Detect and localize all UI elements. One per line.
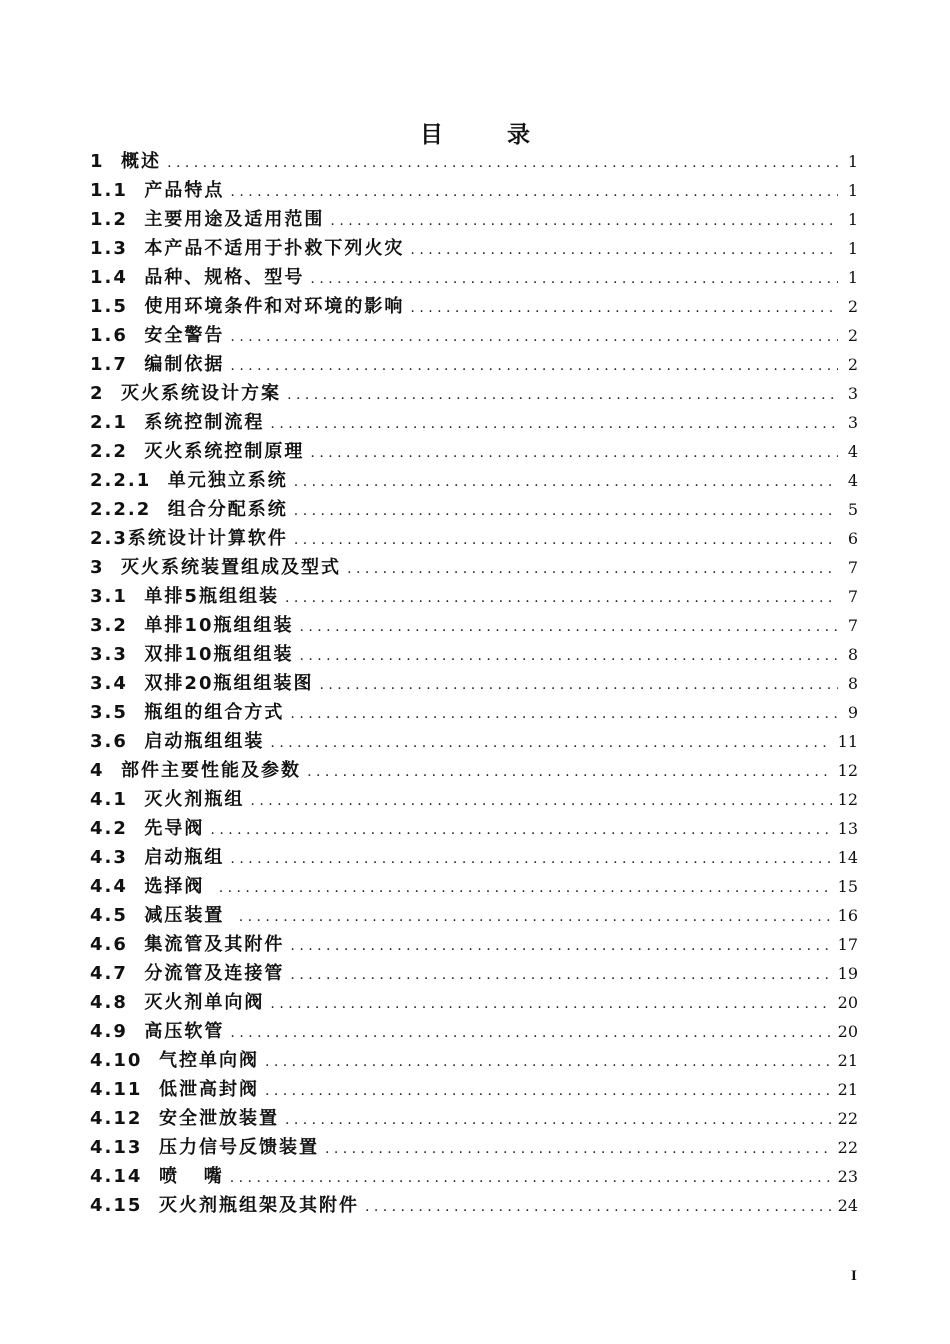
toc-entry-page: 19 bbox=[837, 964, 858, 983]
toc-entry[interactable] bbox=[90, 930, 858, 959]
toc-entry-page: 8 bbox=[847, 674, 858, 693]
toc-entry-page: 20 bbox=[837, 993, 858, 1012]
toc-entry-page: 2 bbox=[847, 297, 858, 316]
toc-entry-page: 7 bbox=[847, 616, 858, 635]
toc-entry-page: 6 bbox=[847, 529, 858, 548]
toc-dot-leader bbox=[410, 236, 838, 265]
toc-entry-label: 1.6 安全警告 bbox=[90, 325, 225, 346]
toc-dot-leader bbox=[210, 816, 831, 845]
toc-entry-page: 21 bbox=[837, 1051, 858, 1070]
toc-entry[interactable] bbox=[90, 756, 858, 785]
toc-entry-label: 4.8 灭火剂单向阀 bbox=[90, 992, 265, 1013]
toc-entry-label: 4.3 启动瓶组 bbox=[90, 847, 225, 868]
toc-dot-leader bbox=[230, 178, 838, 207]
toc-dot-leader bbox=[410, 294, 838, 323]
toc-entry[interactable] bbox=[90, 524, 858, 553]
toc-entry[interactable] bbox=[90, 698, 858, 727]
toc-dot-leader bbox=[310, 439, 838, 468]
toc-dot-leader bbox=[230, 845, 831, 874]
toc-entry-page: 4 bbox=[847, 442, 858, 461]
toc-entry-label: 3.2 单排10瓶组组装 bbox=[90, 615, 294, 636]
toc-entry-label: 4.9 高压软管 bbox=[90, 1021, 225, 1042]
toc-entry-label: 2.3系统设计计算软件 bbox=[90, 528, 288, 549]
toc-entry-label: 1.4 品种、规格、型号 bbox=[90, 267, 305, 288]
toc-entry-label: 4.4 选择阀 bbox=[90, 876, 213, 897]
toc-entry-page: 22 bbox=[837, 1138, 858, 1157]
toc-entry-label: 2.1 系统控制流程 bbox=[90, 412, 265, 433]
toc-entry[interactable] bbox=[90, 872, 858, 901]
toc-entry-page: 7 bbox=[847, 558, 858, 577]
toc-entry-page: 20 bbox=[837, 1022, 858, 1041]
toc-entry-label: 1.5 使用环境条件和对环境的影响 bbox=[90, 296, 405, 317]
toc-dot-leader bbox=[219, 874, 832, 903]
toc-entry[interactable] bbox=[90, 611, 858, 640]
toc-entry-label: 2.2.1 单元独立系统 bbox=[90, 470, 288, 491]
toc-entry-page: 5 bbox=[847, 500, 858, 519]
toc-dot-leader bbox=[230, 352, 838, 381]
toc-dot-leader bbox=[270, 990, 831, 1019]
toc-dot-leader bbox=[167, 149, 838, 178]
toc-entry-label: 4.14 喷 嘴 bbox=[90, 1166, 224, 1187]
toc-entry[interactable] bbox=[90, 350, 858, 379]
toc-entry[interactable] bbox=[90, 727, 858, 756]
toc-entry-label: 1.2 主要用途及适用范围 bbox=[90, 209, 325, 230]
toc-dot-leader bbox=[294, 497, 838, 526]
toc-dot-leader bbox=[299, 613, 838, 642]
toc-entry-page: 23 bbox=[837, 1167, 858, 1186]
toc-entry-page: 15 bbox=[837, 877, 858, 896]
toc-entry-label: 4.12 安全泄放装置 bbox=[90, 1108, 279, 1129]
toc-entry[interactable] bbox=[90, 292, 858, 321]
toc-entry-label: 3.3 双排10瓶组组装 bbox=[90, 644, 294, 665]
toc-entry-label: 2 灭火系统设计方案 bbox=[90, 383, 282, 404]
toc-dot-leader bbox=[265, 1048, 832, 1077]
toc-entry[interactable] bbox=[90, 437, 858, 466]
toc-entry[interactable] bbox=[90, 669, 858, 698]
toc-entry-label: 1.3 本产品不适用于扑救下列火灾 bbox=[90, 238, 405, 259]
toc-entry-page: 9 bbox=[847, 703, 858, 722]
toc-dot-leader bbox=[299, 642, 838, 671]
toc-entry-label: 4.1 灭火剂瓶组 bbox=[90, 789, 245, 810]
toc-entry[interactable] bbox=[90, 1104, 858, 1133]
toc-entry-page: 16 bbox=[837, 906, 858, 925]
toc-entry[interactable] bbox=[90, 1075, 858, 1104]
toc-entry-page: 1 bbox=[847, 181, 858, 200]
toc-entry[interactable] bbox=[90, 1191, 858, 1220]
toc-entry[interactable] bbox=[90, 379, 858, 408]
toc-entry[interactable] bbox=[90, 843, 858, 872]
toc-dot-leader bbox=[319, 671, 838, 700]
toc-entry-page: 17 bbox=[837, 935, 858, 954]
toc-entry-label: 4.11 低泄高封阀 bbox=[90, 1079, 259, 1100]
toc-dot-leader bbox=[230, 1019, 831, 1048]
toc-entry-label: 2.2 灭火系统控制原理 bbox=[90, 441, 305, 462]
toc-entry-label: 4.10 气控单向阀 bbox=[90, 1050, 259, 1071]
toc-dot-leader bbox=[270, 729, 831, 758]
toc-entry-page: 2 bbox=[847, 355, 858, 374]
toc-entry[interactable] bbox=[90, 495, 858, 524]
toc-entry[interactable] bbox=[90, 263, 858, 292]
toc-dot-leader bbox=[265, 1077, 832, 1106]
toc-entry-page: 4 bbox=[847, 471, 858, 490]
toc-entry[interactable] bbox=[90, 814, 858, 843]
toc-entry-page: 3 bbox=[847, 384, 858, 403]
toc-entry-page: 1 bbox=[847, 239, 858, 258]
toc-entry[interactable] bbox=[90, 901, 858, 930]
toc-entry-page: 12 bbox=[837, 761, 858, 780]
toc-entry-page: 24 bbox=[837, 1196, 858, 1215]
toc-entry-page: 22 bbox=[837, 1109, 858, 1128]
toc-entry-page: 8 bbox=[847, 645, 858, 664]
toc-entry[interactable] bbox=[90, 553, 858, 582]
toc-dot-leader bbox=[230, 1164, 832, 1193]
page-number: I bbox=[851, 1268, 857, 1284]
toc-entry-page: 2 bbox=[847, 326, 858, 345]
toc-entry-page: 13 bbox=[837, 819, 858, 838]
toc-dot-leader bbox=[270, 410, 838, 439]
toc-dot-leader bbox=[290, 961, 831, 990]
toc-entry-label: 2.2.2 组合分配系统 bbox=[90, 499, 288, 520]
toc-entry[interactable] bbox=[90, 959, 858, 988]
toc-title: 目 录 bbox=[419, 122, 558, 148]
toc-entry-label: 4.13 压力信号反馈装置 bbox=[90, 1137, 319, 1158]
toc-entry[interactable] bbox=[90, 408, 858, 437]
toc-entry-label: 3.4 双排20瓶组组装图 bbox=[90, 673, 314, 694]
toc-entry-page: 14 bbox=[837, 848, 858, 867]
toc-entry-page: 21 bbox=[837, 1080, 858, 1099]
toc-entry[interactable] bbox=[90, 1133, 858, 1162]
toc-entry-page: 1 bbox=[847, 152, 858, 171]
toc-entry[interactable] bbox=[90, 234, 858, 263]
toc-dot-leader bbox=[310, 265, 838, 294]
toc-dot-leader bbox=[294, 468, 838, 497]
toc-entry-page: 1 bbox=[847, 210, 858, 229]
toc-entry[interactable] bbox=[90, 147, 858, 176]
toc-dot-leader bbox=[290, 932, 831, 961]
table-of-contents bbox=[90, 147, 858, 1220]
toc-dot-leader bbox=[347, 555, 838, 584]
toc-entry-label: 4.6 集流管及其附件 bbox=[90, 934, 285, 955]
toc-entry-label: 1 概述 bbox=[90, 151, 162, 172]
toc-entry-label: 4.7 分流管及连接管 bbox=[90, 963, 285, 984]
toc-entry-page: 1 bbox=[847, 268, 858, 287]
toc-dot-leader bbox=[230, 323, 838, 352]
toc-dot-leader bbox=[325, 1135, 832, 1164]
toc-dot-leader bbox=[307, 758, 832, 787]
toc-entry-label: 4.15 灭火剂瓶组架及其附件 bbox=[90, 1195, 359, 1216]
toc-entry[interactable] bbox=[90, 321, 858, 350]
toc-dot-leader bbox=[330, 207, 838, 236]
toc-entry-page: 11 bbox=[837, 732, 858, 751]
toc-dot-leader bbox=[365, 1193, 832, 1222]
toc-entry[interactable] bbox=[90, 640, 858, 669]
toc-dot-leader bbox=[287, 381, 838, 410]
toc-entry[interactable] bbox=[90, 466, 858, 495]
toc-entry[interactable] bbox=[90, 785, 858, 814]
toc-entry-label: 4.2 先导阀 bbox=[90, 818, 205, 839]
toc-dot-leader bbox=[250, 787, 831, 816]
toc-entry[interactable] bbox=[90, 205, 858, 234]
toc-entry-label: 3.1 单排5瓶组组装 bbox=[90, 586, 279, 607]
toc-entry[interactable] bbox=[90, 1017, 858, 1046]
toc-entry-page: 12 bbox=[837, 790, 858, 809]
toc-entry[interactable] bbox=[90, 176, 858, 205]
toc-dot-leader bbox=[294, 526, 838, 555]
toc-entry-label: 4.5 减压装置 bbox=[90, 905, 233, 926]
toc-dot-leader bbox=[239, 903, 832, 932]
toc-entry-label: 1.7 编制依据 bbox=[90, 354, 225, 375]
toc-entry[interactable] bbox=[90, 582, 858, 611]
toc-dot-leader bbox=[285, 1106, 832, 1135]
toc-entry-page: 7 bbox=[847, 587, 858, 606]
toc-dot-leader bbox=[285, 584, 838, 613]
toc-entry[interactable] bbox=[90, 1162, 858, 1191]
toc-entry-page: 3 bbox=[847, 413, 858, 432]
toc-entry-label: 3.6 启动瓶组组装 bbox=[90, 731, 265, 752]
toc-entry-label: 3.5 瓶组的组合方式 bbox=[90, 702, 285, 723]
toc-entry[interactable] bbox=[90, 1046, 858, 1075]
toc-dot-leader bbox=[290, 700, 838, 729]
toc-entry-label: 4 部件主要性能及参数 bbox=[90, 760, 302, 781]
toc-entry[interactable] bbox=[90, 988, 858, 1017]
toc-entry-label: 3 灭火系统装置组成及型式 bbox=[90, 557, 342, 578]
toc-entry-label: 1.1 产品特点 bbox=[90, 180, 225, 201]
